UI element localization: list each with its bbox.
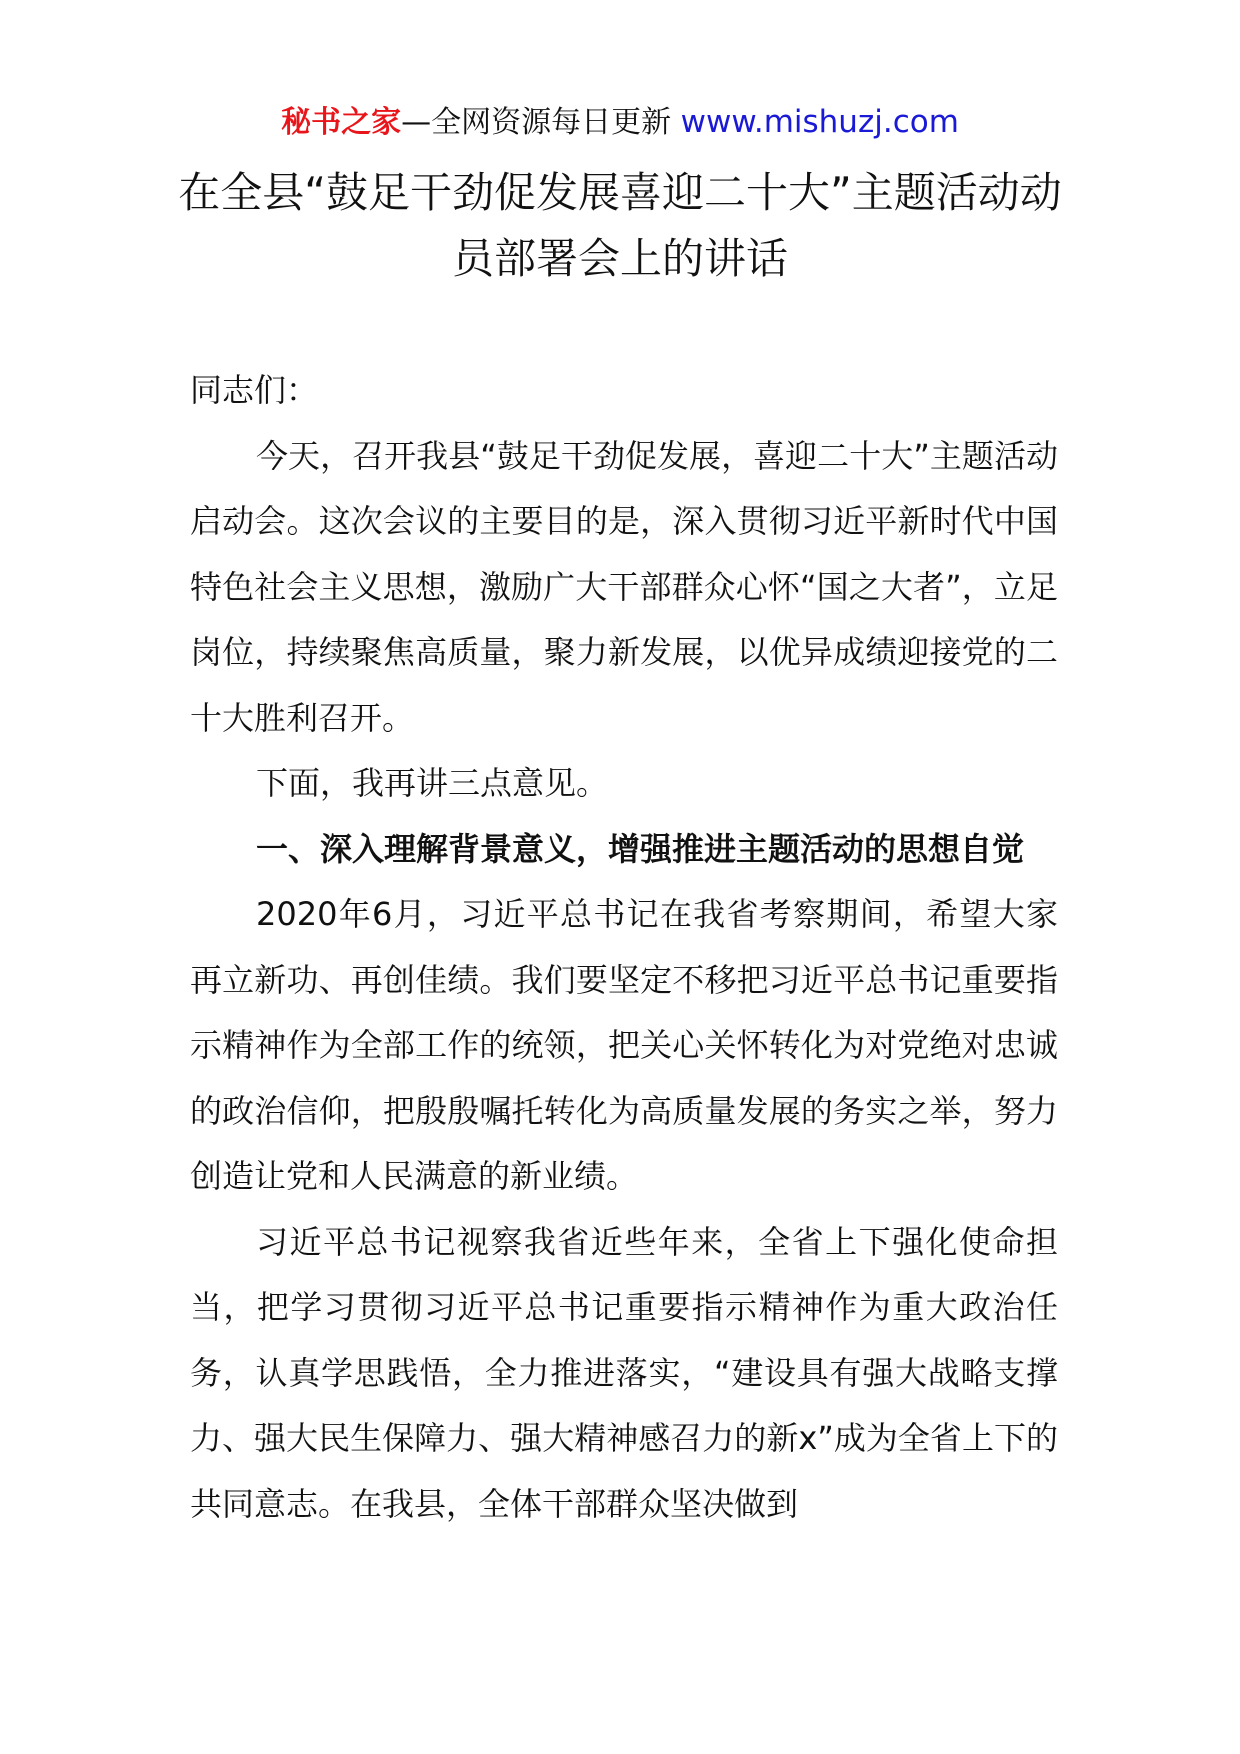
document-title: 在全县“鼓足干劲促发展喜迎二十大”主题活动动员部署会上的讲话 <box>178 168 1062 283</box>
body-paragraph: 习近平总书记视察我省近些年来，全省上下强化使命担当，把学习贯彻习近平总书记重要指示精神作为重大政治任务，认真学思践悟，全力推进落实，“建设具有强大战略支撑力、强大民生保障力、强大精神感召力的新x”成为全省上下的共同意志。在我县，全体干部群众坚决做到 <box>190 1222 1058 1523</box>
header-tagline: —全网资源每日更新 <box>401 105 681 140</box>
site-header <box>0 100 1240 145</box>
body-paragraph: 下面，我再讲三点意见。 <box>256 764 609 802</box>
header-brand: 秘书之家 <box>281 105 402 140</box>
section-heading: 一、深入理解背景意义，增强推进主题活动的思想自觉 <box>256 829 1025 868</box>
header-url-link[interactable]: www.mishuzj.com <box>680 104 959 140</box>
greeting: 同志们： <box>190 371 319 409</box>
body-paragraph: 今天，召开我县“鼓足干劲促发展，喜迎二十大”主题活动启动会。这次会议的主要目的是，深入贯彻习近平新时代中国特色社会主义思想，激励广大干部群众心怀“国之大者”，立足岗位，持续聚焦高质量，聚力新发展，以优异成绩迎接党的二十大胜利召开。 <box>190 436 1058 737</box>
document-body <box>190 358 1058 1537</box>
body-paragraph: 2020年6月，习近平总书记在我省考察期间，希望大家再立新功、再创佳绩。我们要坚定不移把习近平总书记重要指示精神作为全部工作的统领，把关心关怀转化为对党绝对忠诚的政治信仰，把殷殷嘱托转化为高质量发展的务实之举，努力创造让党和人民满意的新业绩。 <box>190 895 1058 1195</box>
